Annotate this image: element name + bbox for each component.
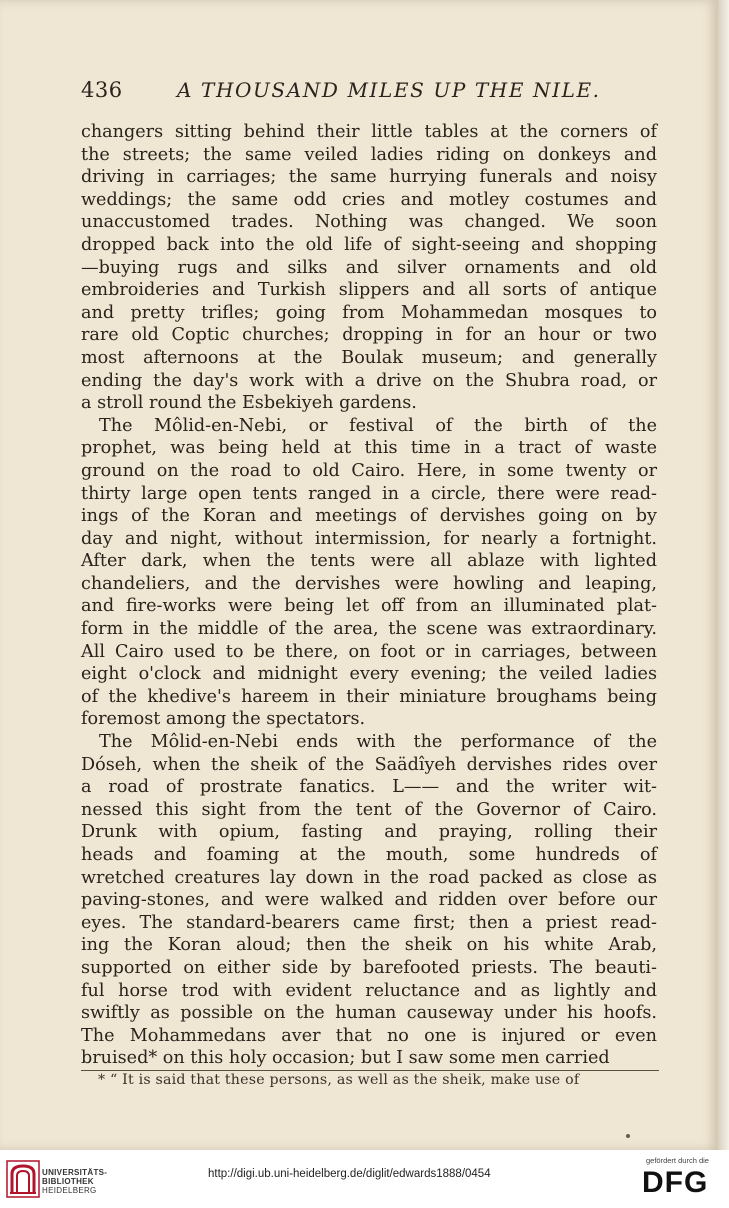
text-line: prophet, was being held at this time in a tract of waste [81, 438, 657, 459]
text-line: nessed this sight from the tent of the Governor of Cairo. [81, 799, 657, 820]
viewer-footer [0, 1150, 729, 1208]
text-line: the streets; the same veiled ladies riding on donkeys and [81, 144, 657, 165]
text-line: thirty large open tents ranged in a circle, there were read- [81, 483, 657, 504]
text-line: bruised* on this holy occasion; but I saw some men carried [81, 1048, 610, 1069]
funder-logo[interactable] [636, 1156, 724, 1204]
text-line: form in the middle of the area, the scene was extraordinary. [81, 619, 657, 640]
funder-name: DFG [642, 1166, 709, 1199]
text-line: The Mohammedans aver that no one is injured or even [81, 1025, 657, 1046]
text-line: Drunk with opium, fasting and praying, rolling their [81, 822, 657, 843]
text-line: most afternoons at the Boulak museum; and generally [81, 347, 657, 368]
page-number: 436 [81, 78, 123, 102]
paper-speck [626, 1134, 630, 1138]
text-line: wretched creatures lay down in the road packed as close as [81, 867, 657, 888]
text-line: swiftly as possible on the human causeway under his hoofs. [81, 1003, 657, 1024]
library-logo[interactable] [6, 1158, 156, 1202]
text-line: eyes. The standard-bearers came first; then a priest read- [81, 912, 657, 933]
text-line: The Môlid-en-Nebi, or festival of the birth of the [99, 415, 657, 436]
text-line: After dark, when the tents were all ablaze with lighted [81, 551, 657, 572]
text-line: embroideries and Turkish slippers and all sorts of antique [81, 280, 657, 301]
text-line: day and night, without intermission, for nearly a fortnight. [81, 528, 657, 549]
footnote: * “ It is said that these persons, as well as the sheik, make use of [98, 1072, 580, 1088]
text-line: and fire-works were being let off from an illuminated plat- [81, 596, 657, 617]
text-line: and pretty trifles; going from Mohammedan mosques to [81, 302, 657, 323]
text-line: a road of prostrate fanatics. L—— and the writer wit- [81, 777, 657, 798]
text-line: unaccustomed trades. Nothing was changed. We soon [81, 212, 657, 233]
text-line: ing the Koran aloud; then the sheik on his white Arab, [81, 935, 657, 956]
text-line: paving-stones, and were walked and ridden over before our [81, 890, 657, 911]
text-line: changers sitting behind their little tables at the corners of [81, 122, 657, 142]
text-line: driving in carriages; the same hurrying funerals and noisy [81, 167, 657, 188]
text-line: The Môlid-en-Nebi ends with the performance of the [99, 732, 657, 753]
running-title: A THOUSAND MILES UP THE NILE. [177, 78, 601, 102]
text-line: Dóseh, when the sheik of the Saädîyeh dervishes rides over [81, 754, 657, 775]
page-edge [718, 0, 729, 1150]
text-line: ending the day's work with a drive on the Shubra road, or [81, 370, 657, 391]
text-line: rare old Coptic churches; dropping in for an hour or two [81, 325, 657, 346]
text-line: dropped back into the old life of sight-seeing and shopping [81, 234, 657, 255]
text-line: weddings; the same odd cries and motley costumes and [81, 189, 657, 210]
page-header [81, 78, 661, 108]
permalink-url[interactable]: http://digi.ub.uni-heidelberg.de/diglit/edwards1888/0454 [208, 1168, 491, 1180]
text-line: eight o'clock and midnight every evening; the veiled ladies [81, 664, 657, 685]
text-line: chandeliers, and the dervishes were howling and leaping, [81, 573, 657, 594]
text-line: of the khedive's hareem in their miniature broughams being [81, 686, 657, 707]
text-line: ings of the Koran and meetings of dervishes going on by [81, 506, 657, 527]
library-name: UNIVERSITÄTS- BIBLIOTHEK HEIDELBERG [42, 1168, 108, 1195]
text-line: a stroll round the Esbekiyeh gardens. [81, 393, 417, 414]
text-line: ful horse trod with evident reluctance and as lightly and [81, 980, 657, 1001]
funding-note: gefördert durch die [646, 1156, 709, 1165]
text-line: —buying rugs and silks and silver ornaments and old [81, 257, 657, 278]
text-line: All Cairo used to be there, on foot or in carriages, between [81, 641, 657, 662]
text-line: foremost among the spectators. [81, 709, 366, 730]
footnote-rule [81, 1070, 659, 1071]
library-seal-icon [6, 1160, 40, 1198]
text-line: ground on the road to old Cairo. Here, in some twenty or [81, 460, 657, 481]
body-text [81, 121, 657, 1070]
text-line: heads and foaming at the mouth, some hundreds of [81, 845, 657, 865]
text-line: supported on either side by barefooted priests. The beauti- [81, 957, 657, 978]
